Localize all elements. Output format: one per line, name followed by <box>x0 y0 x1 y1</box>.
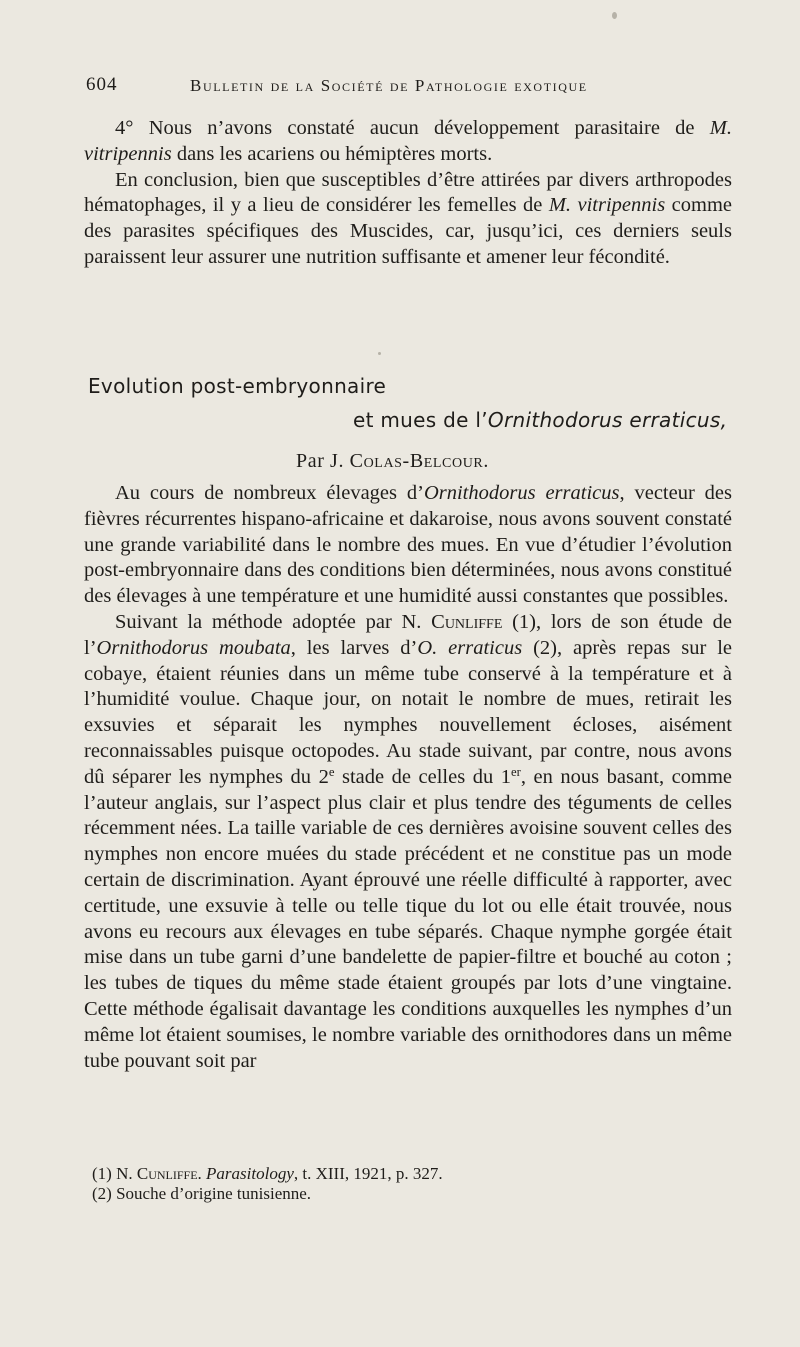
footnote-1: (1) N. Cunliffe. Parasitology, t. XIII, 1921, p. 327. <box>92 1164 443 1183</box>
journal-name: Parasitology <box>206 1164 294 1183</box>
species-name: M. vitripennis <box>548 194 666 217</box>
paragraph: En conclusion, bien que susceptibles d’être attirées par divers arthropodes hématophages, il y a lieu de considérer les femelles de M. vitripennis comme des parasites spécifiques des Muscides, car, jusqu’ici, ces derniers seuls paraissent leur assurer une nutrition suffisante et amener leur fécondité. <box>84 168 732 268</box>
footnote-2: (2) Souche d’origine tunisienne. <box>92 1184 312 1203</box>
ink-speck <box>612 12 617 19</box>
title-line-2: et mues de l’Ornithodorus erraticus, <box>353 408 728 432</box>
article-body <box>84 481 732 1074</box>
author-ref: Cunliffe <box>431 610 503 633</box>
article-author: Par J. Colas-Belcour. <box>296 450 489 472</box>
footnotes <box>92 1164 732 1204</box>
article-title <box>88 372 748 442</box>
species-name: Ornithodorus erraticus <box>423 482 620 504</box>
title-line-1: Evolution post-embryonnaire <box>88 374 387 398</box>
page-number: 604 <box>86 74 118 95</box>
paragraph: Au cours de nombreux élevages d’Ornithodorus erraticus, vecteur des fièvres récurrentes hispano-africaine et dakaroise, nous avons souvent constaté une grande variabilité dans le nombre des mues. En vue d’étudier l’évolution post-embryonnaire dans des conditions bien déterminées, nous avons constitué des élevages à une température et une humidité aussi constantes que possibles. <box>84 482 733 608</box>
species-name: Ornithodorus erraticus, <box>487 408 728 432</box>
running-title: Bulletin de la Société de Pathologie exotique <box>190 76 588 95</box>
ink-speck <box>378 352 381 355</box>
species-name: Ornithodorus moubata <box>96 636 291 659</box>
intro-text <box>84 116 732 271</box>
page-header <box>86 74 646 100</box>
species-name: O. erraticus <box>417 636 523 659</box>
species-name: M. vitripennis <box>84 117 732 165</box>
paragraph: 4° Nous n’avons constaté aucun développement parasitaire de M. vitripennis dans les acariens ou hémiptères morts. <box>84 117 732 165</box>
author-name: Colas-Belcour. <box>349 450 489 472</box>
paragraph: Suivant la méthode adoptée par N. Cunliffe (1), lors de son étude de l’Ornithodorus moubata, les larves d’O. erraticus (2), après repas sur le cobaye, étaient réunies dans un même tube conservé à la température et à l’humidité voulue. Chaque jour, on notait le nombre de mues, retirait les exsuvies et séparait les nymphes nouvellement écloses, aisément reconnaissables puisque octopodes. Au stade suivant, par contre, nous avons dû séparer les nymphes du 2e stade de celles du 1er, en nous basant, comme l’auteur anglais, sur l’aspect plus clair et plus tendre des téguments de celles récemment nées. La taille variable de ces dernières avoisine souvent celles des nymphes non encore muées du stade précédent et ne constitue pas un mode certain de discrimination. Ayant éprouvé une réelle difficulté à rapporter, avec certitude, une exsuvie à telle ou telle tique du lot ou elle était trouvée, nous avons eu recours aux élevages en tube séparés. Chaque nymphe gorgée était mise dans un tube garni d’une bandelette de papier-filtre et bouché au coton ; les tubes de tiques du même stade étaient groupés par lots d’une vingtaine. Cette méthode égalisait davantage les conditions auxquelles les nymphes d’un même lot étaient soumises, le nombre variable des ornithodores dans un même tube pouvant soit par <box>84 610 733 1072</box>
